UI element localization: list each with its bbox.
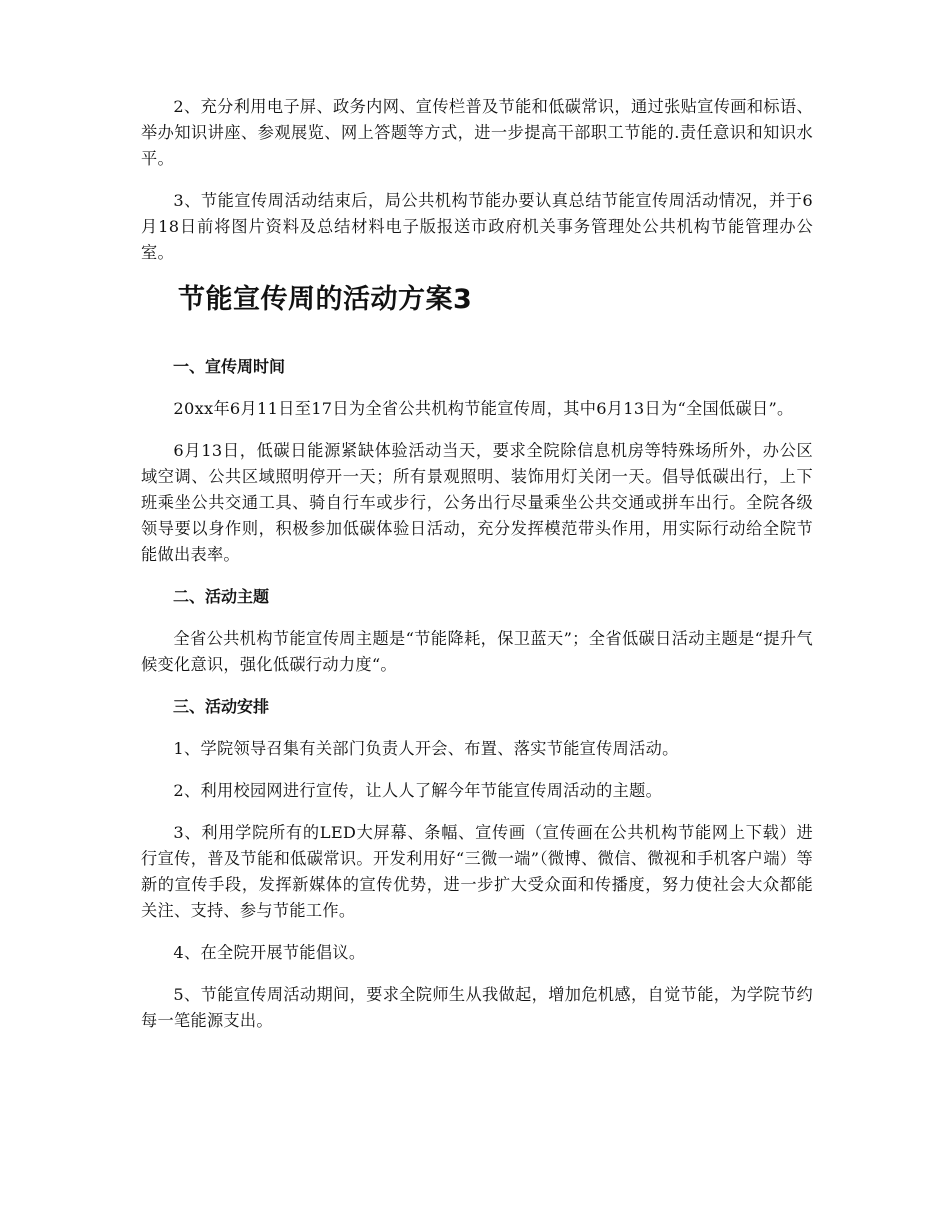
section-paragraph: 20xx年6月11日至17日为全省公共机构节能宣传周，其中6月13日为“全国低碳日”。 — [173, 399, 794, 418]
section-heading-theme: 二、活动主题 — [173, 587, 270, 606]
section-paragraph: 6月13日，低碳日能源紧缺体验活动当天，要求全院除信息机房等特殊场所外，办公区域空调、公共区域照明停开一天；所有景观照明、装饰用灯关闭一天。倡导低碳出行，上下班乘坐公共交通工具、骑自行车或步行，公务出行尽量乘坐公共交通或拼车出行。全院各级领导要以身作则，积极参加低碳体验日活动，充分发挥模范带头作用，用实际行动给全院节能做出表率。 — [141, 441, 813, 564]
list-item: 1、学院领导召集有关部门负责人开会、布置、落实节能宣传周活动。 — [173, 739, 679, 758]
section-paragraph: 全省公共机构节能宣传周主题是“节能降耗，保卫蓝天”；全省低碳日活动主题是“提升气候变化意识，强化低碳行动力度“。 — [141, 629, 813, 674]
intro-paragraph: 2、充分利用电子屏、政务内网、宣传栏普及节能和低碳常识，通过张贴宣传画和标语、举办知识讲座、参观展览、网上答题等方式，进一步提高干部职工节能的.责任意识和知识水平。 — [141, 97, 813, 168]
list-item: 5、节能宣传周活动期间，要求全院师生从我做起，增加危机感，自觉节能，为学院节约每一笔能源支出。 — [141, 985, 813, 1030]
intro-paragraph: 3、节能宣传周活动结束后，局公共机构节能办要认真总结节能宣传周活动情况，并于6月18日前将图片资料及总结材料电子版报送市政府机关事务管理处公共机构节能管理办公室。 — [141, 191, 813, 262]
document-body — [141, 94, 813, 1050]
list-item: 4、在全院开展节能倡议。 — [173, 943, 366, 962]
list-item: 2、利用校园网进行宣传，让人人了解今年节能宣传周活动的主题。 — [173, 781, 663, 800]
section-heading-arrangement: 三、活动安排 — [173, 697, 270, 716]
list-item: 3、利用学院所有的LED大屏幕、条幅、宣传画（宣传画在公共机构节能网上下载）进行宣传，普及节能和低碳常识。开发利用好“三微一端”（微博、微信、微视和手机客户端）等新的宣传手段，发挥新媒体的宣传优势，进一步扩大受众面和传播度，努力使社会大众都能关注、支持、参与节能工作。 — [141, 823, 813, 920]
document-title: 节能宣传周的活动方案3 — [178, 284, 473, 315]
section-heading-time: 一、宣传周时间 — [173, 357, 286, 376]
